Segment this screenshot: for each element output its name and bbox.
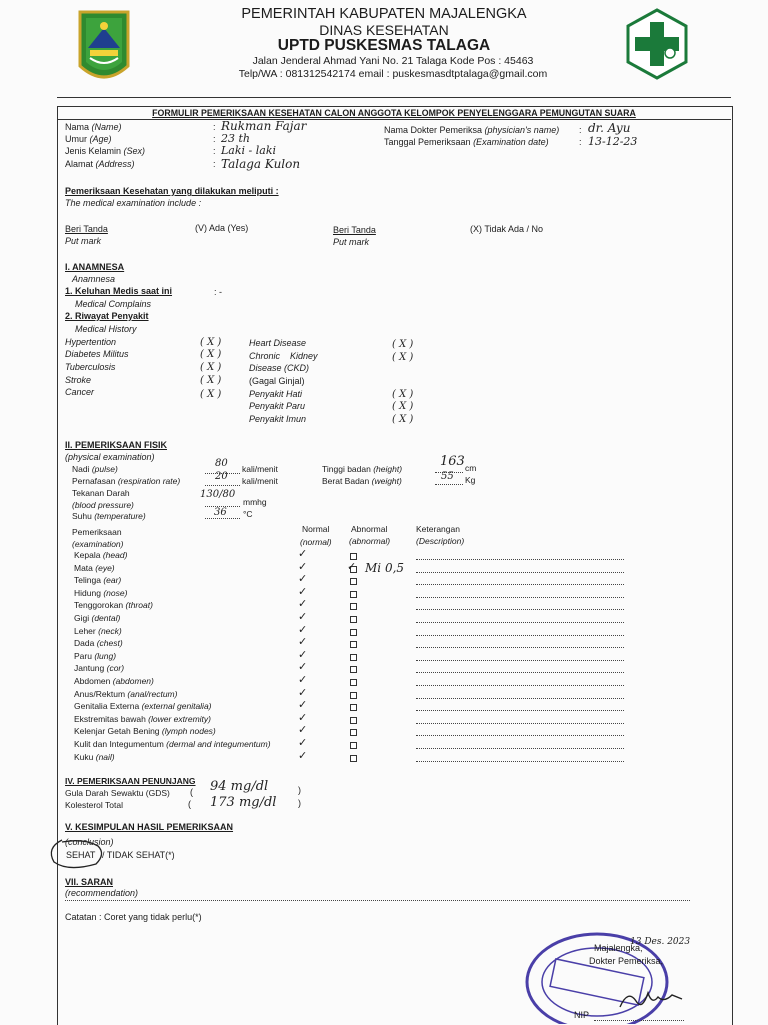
kesimpulan-subtitle: (conclusion) xyxy=(65,837,114,847)
exam-row-label-en: (ear) xyxy=(103,575,122,586)
exam-row-label xyxy=(74,575,121,585)
normal-check-icon: ✓ xyxy=(298,559,308,573)
nadi-text: Nadi xyxy=(72,464,92,474)
tb-text: Tinggi badan xyxy=(322,464,374,474)
age-label xyxy=(65,134,112,144)
sex-label xyxy=(65,146,145,156)
abnormal-checkbox[interactable] xyxy=(350,679,357,686)
age-label-en: (Age) xyxy=(89,134,112,144)
normal-check-icon: ✓ xyxy=(298,685,308,699)
mark-cancer: ( X ) xyxy=(200,389,222,400)
description-line xyxy=(416,660,624,661)
mark-kidney: ( X ) xyxy=(392,352,414,363)
suhu-label xyxy=(72,511,146,521)
abnormal-checkbox[interactable] xyxy=(350,692,357,699)
mark-tuberculosis: ( X ) xyxy=(200,362,222,373)
description-line xyxy=(416,710,624,711)
exam-row-label-text: Leher xyxy=(74,625,99,636)
riwayat-en: Medical History xyxy=(75,324,137,334)
abnormal-checkbox[interactable] xyxy=(350,591,357,598)
abnormal-checkbox[interactable] xyxy=(350,654,357,661)
riwayat-label: 2. Riwayat Penyakit xyxy=(65,311,149,321)
col-desc-en: (Description) xyxy=(416,536,465,546)
bb-en: (weight) xyxy=(371,476,402,486)
exam-row-label-text: Kulit dan Integumentum xyxy=(74,739,167,749)
header-line2: DINAS KESEHATAN xyxy=(319,22,449,38)
exam-row-label-text: Kuku xyxy=(74,751,96,762)
anamnesa-title: I. ANAMNESA xyxy=(65,262,125,272)
exam-row-label-text: Jantung xyxy=(74,663,107,674)
normal-check-icon: ✓ xyxy=(298,748,308,762)
exam-row-label-text: Ekstremitas bawah xyxy=(74,713,149,724)
tb-unit: cm xyxy=(465,463,477,473)
abnormal-checkbox[interactable] xyxy=(350,666,357,673)
saran-line xyxy=(65,900,690,901)
bb-value: 55 xyxy=(441,471,454,482)
sex-colon: : xyxy=(213,146,216,156)
name-label xyxy=(65,122,122,132)
keluhan-value: : - xyxy=(214,287,222,297)
doctor-label-en: (physician's name) xyxy=(484,125,560,135)
doctor-colon: : xyxy=(579,125,582,135)
abnormal-checkbox[interactable] xyxy=(350,729,357,736)
exam-row-label-en: (dental) xyxy=(91,613,121,623)
date-colon: : xyxy=(579,137,582,147)
normal-check-icon: ✓ xyxy=(298,647,308,661)
exam-row-label-text: Mata xyxy=(74,562,96,573)
history-tuberculosis: Tuberculosis xyxy=(65,362,116,372)
mark2-label: Beri Tanda xyxy=(333,225,376,235)
exam-row-label xyxy=(74,588,127,598)
header-line5: Telp/WA : 081312542174 email : puskesmasdtptalaga@gmail.com xyxy=(238,68,548,80)
intro-subtitle: The medical examination include : xyxy=(65,198,202,208)
exam-row-label-en: (nose) xyxy=(103,587,128,598)
mark-paru: ( X ) xyxy=(392,401,414,412)
exam-row-label-en: (head) xyxy=(102,550,128,560)
keluhan-label: 1. Keluhan Medis saat ini xyxy=(65,286,173,296)
bb-label xyxy=(322,476,402,486)
kol-close: ) xyxy=(298,798,301,808)
name-colon: : xyxy=(213,122,216,132)
td-label: Tekanan Darah xyxy=(72,488,130,498)
normal-check-icon: ✓ xyxy=(298,597,308,611)
tb-en: (height) xyxy=(373,464,403,474)
mark1-en: Put mark xyxy=(65,236,102,246)
date-label xyxy=(384,137,549,147)
intro-title: Pemeriksaan Kesehatan yang dilakukan meliputi : xyxy=(65,186,279,196)
header-line3: UPTD PUSKESMAS TALAGA xyxy=(277,37,491,54)
title-divider xyxy=(57,119,731,120)
history-chronic-kidney: Chronic Kidney xyxy=(249,351,318,361)
mark-diabetes: ( X ) xyxy=(200,349,222,360)
col-abnormal: Abnormal xyxy=(351,524,388,534)
mark1-label: Beri Tanda xyxy=(65,224,108,234)
mark-imun: ( X ) xyxy=(392,414,414,425)
exam-row-label xyxy=(74,752,115,762)
exam-row-label xyxy=(74,701,212,711)
exam-row-label-en: (cor) xyxy=(106,663,125,674)
normal-check-icon: ✓ xyxy=(298,547,308,560)
description-line xyxy=(416,597,624,598)
age-value: 23 th xyxy=(221,132,250,145)
napas-label xyxy=(72,476,180,486)
exam-row-label xyxy=(74,638,123,648)
abnormal-checkbox[interactable] xyxy=(350,578,357,585)
sign-nip: NIP xyxy=(574,1010,590,1020)
date-label-en: (Examination date) xyxy=(473,137,549,147)
header-line1: PEMERINTAH KABUPATEN MAJALENGKA xyxy=(241,6,527,22)
nadi-unit: kali/menit xyxy=(242,464,278,474)
fisik-subtitle: (physical examination) xyxy=(65,452,155,462)
bb-line xyxy=(435,484,463,485)
exam-row-label xyxy=(74,689,177,699)
col-normal: Normal xyxy=(302,524,330,534)
mark-heart: ( X ) xyxy=(392,339,414,350)
normal-check-icon: ✓ xyxy=(298,673,308,686)
mark2-en: Put mark xyxy=(333,237,370,247)
exam-row-label-en: (dermal and integumentum) xyxy=(166,739,271,749)
mark-stroke: ( X ) xyxy=(200,375,222,386)
exam-row-label xyxy=(74,726,216,736)
exam-row-label xyxy=(74,651,116,661)
abnormal-checkbox[interactable] xyxy=(350,717,357,724)
name-label-en: (Name) xyxy=(91,122,122,132)
mark-hati: ( X ) xyxy=(392,389,414,400)
history-hypertention: Hypertention xyxy=(65,337,117,347)
napas-line xyxy=(205,485,240,486)
normal-check-icon: ✓ xyxy=(298,698,308,712)
napas-text: Pernafasan xyxy=(72,476,118,486)
gds-value: 94 mg/dl xyxy=(210,779,269,794)
normal-check-icon: ✓ xyxy=(298,723,308,737)
exam-row-label-text: Tenggorokan xyxy=(74,600,126,611)
nadi-label xyxy=(72,464,118,474)
saran-subtitle: (recommendation) xyxy=(65,888,139,898)
description-line xyxy=(416,698,624,699)
kol-open: ( xyxy=(188,799,191,809)
description-line xyxy=(416,748,624,749)
normal-check-icon: ✓ xyxy=(298,736,308,749)
abnormal-checkbox[interactable] xyxy=(350,616,357,623)
tb-label xyxy=(322,464,402,474)
normal-check-icon: ✓ xyxy=(298,584,308,598)
normal-check-icon: ✓ xyxy=(298,610,308,623)
abnormal-checkbox[interactable] xyxy=(350,603,357,610)
exam-row-label-en: (chest) xyxy=(96,638,123,649)
abnormal-checkbox[interactable] xyxy=(350,629,357,636)
exam-row-label-en: (lymph nodes) xyxy=(161,726,216,737)
suhu-text: Suhu xyxy=(72,511,95,521)
address-label xyxy=(65,159,135,169)
address-label-text: Alamat xyxy=(65,159,96,169)
date-value: 13-12-23 xyxy=(588,135,638,148)
history-imun: Penyakit Imun xyxy=(249,414,307,424)
napas-en: (respiration rate) xyxy=(117,476,181,486)
address-colon: : xyxy=(213,159,216,169)
description-line xyxy=(416,685,624,686)
description-line xyxy=(416,735,624,736)
nadi-en: (pulse) xyxy=(91,464,118,474)
exam-row-label-text: Telinga xyxy=(74,575,104,586)
history-ckd: Disease (CKD) xyxy=(249,363,310,373)
kol-value: 173 mg/dl xyxy=(210,795,277,810)
exam-row-label-text: Anus/Rektum xyxy=(74,688,128,699)
tb-value: 163 xyxy=(440,454,465,469)
gds-label: Gula Darah Sewaktu (GDS) xyxy=(65,788,170,798)
history-stroke: Stroke xyxy=(65,375,92,385)
exam-row-label-text: Dada xyxy=(74,638,97,649)
td-en: (blood pressure) xyxy=(72,500,134,510)
normal-check-icon: ✓ xyxy=(298,572,308,586)
td-value: 130/80 xyxy=(200,489,236,500)
exam-row-label xyxy=(74,563,115,573)
exam-row-label-en: (throat) xyxy=(125,600,153,611)
gds-close: ) xyxy=(298,785,301,795)
exam-row-label xyxy=(74,550,127,560)
history-gagal-ginjal: (Gagal Ginjal) xyxy=(249,376,305,386)
exam-row-label-text: Kepala xyxy=(74,550,103,560)
history-diabetes: Diabetes Militus xyxy=(65,349,129,359)
normal-check-icon: ✓ xyxy=(298,710,308,724)
doctor-label-text: Nama Dokter Pemeriksa xyxy=(384,125,485,135)
bb-unit: Kg xyxy=(465,475,476,485)
exam-row-label xyxy=(74,613,120,623)
sex-value: Laki - laki xyxy=(221,144,277,157)
exam-row-label xyxy=(74,663,124,673)
exam-row-label-en: (external genitalia) xyxy=(141,701,212,712)
exam-row-label xyxy=(74,626,122,636)
health-cross-icon xyxy=(626,8,688,80)
history-hati: Penyakit Hati xyxy=(249,389,303,399)
saran-title: VII. SARAN xyxy=(65,877,114,887)
exam-row-label-en: (lower extremity) xyxy=(148,713,211,724)
fisik-title: II. PEMERIKSAAN FISIK xyxy=(65,440,168,450)
exam-row-label-en: (anal/rectum) xyxy=(127,688,178,699)
header-line4: Jalan Jenderal Ahmad Yani No. 21 Talaga Kode Pos : 45463 xyxy=(252,55,534,67)
napas-value: 20 xyxy=(215,471,228,482)
abnormal-check-icon: ✓ xyxy=(347,559,357,573)
description-line xyxy=(416,559,624,560)
normal-check-icon: ✓ xyxy=(298,622,308,636)
catatan: Catatan : Coret yang tidak perlu(*) xyxy=(65,912,202,922)
col-desc: Keterangan xyxy=(416,524,460,534)
description-line xyxy=(416,572,624,573)
mark-hypertention: ( X ) xyxy=(200,337,222,348)
gds-open: ( xyxy=(190,787,193,797)
date-label-text: Tanggal Pemeriksaan xyxy=(384,137,474,147)
exam-row-label-en: (abdomen) xyxy=(112,676,154,686)
td-unit: mmhg xyxy=(243,497,267,507)
exam-row-label-en: (lung) xyxy=(94,650,117,661)
header-divider xyxy=(57,97,731,98)
nadi-value: 80 xyxy=(215,458,228,469)
name-label-text: Nama xyxy=(65,122,92,132)
anamnesa-subtitle: Anamnesa xyxy=(72,274,116,284)
name-value: Rukman Fajar xyxy=(221,119,307,133)
description-line xyxy=(416,761,624,762)
keluhan-en: Medical Complains xyxy=(75,299,152,309)
exam-row-label xyxy=(74,676,154,686)
history-heart: Heart Disease xyxy=(249,338,307,348)
normal-check-icon: ✓ xyxy=(298,635,308,649)
abnormal-checkbox[interactable] xyxy=(350,641,357,648)
exam-row-label-text: Hidung xyxy=(74,587,104,598)
suhu-line xyxy=(205,518,240,519)
col-abnormal-en: (abnormal) xyxy=(349,536,391,546)
address-value: Talaga Kulon xyxy=(221,157,301,171)
description-line xyxy=(416,584,624,585)
exam-row-label-text: Paru xyxy=(74,650,95,661)
sign-place: Majalengka, xyxy=(594,943,643,953)
exam-row-label xyxy=(74,714,211,724)
mark2-value: (X) Tidak Ada / No xyxy=(470,224,544,234)
sex-label-text: Jenis Kelamin xyxy=(65,146,124,156)
col-exam-en: (examination) xyxy=(72,539,124,549)
abnormal-checkbox[interactable] xyxy=(350,742,357,749)
exam-row-label xyxy=(74,739,271,749)
suhu-value: 36 xyxy=(214,507,227,518)
penunjang-title: IV. PEMERIKSAAN PENUNJANG xyxy=(65,776,196,786)
form-title: FORMULIR PEMERIKSAAN KESEHATAN CALON ANGGOTA KELOMPOK PENYELENGGARA PEMUNGUTAN SUARA xyxy=(152,108,636,118)
sehat-option: SEHAT xyxy=(66,850,96,860)
health-logo xyxy=(626,8,688,80)
exam-row-label-text: Abdomen xyxy=(74,676,113,686)
description-line xyxy=(416,672,624,673)
exam-row-label xyxy=(74,600,153,610)
history-cancer: Cancer xyxy=(65,387,95,397)
description-line xyxy=(416,609,624,610)
abnormal-checkbox[interactable] xyxy=(350,755,357,762)
doctor-value: dr. Ayu xyxy=(588,121,631,135)
suhu-en: (temperature) xyxy=(94,511,146,521)
description-line xyxy=(416,635,624,636)
mark1-value: (V) Ada (Yes) xyxy=(195,223,249,233)
suhu-unit: °C xyxy=(243,509,253,519)
doctor-signature-icon xyxy=(616,985,686,1015)
abnormal-checkbox[interactable] xyxy=(350,704,357,711)
kol-label: Kolesterol Total xyxy=(65,800,123,810)
age-colon: : xyxy=(213,134,216,144)
address-label-en: (Address) xyxy=(95,159,135,169)
history-paru: Penyakit Paru xyxy=(249,401,306,411)
description-line xyxy=(416,622,624,623)
description-line xyxy=(416,723,624,724)
nip-line xyxy=(594,1020,684,1021)
sex-label-en: (Sex) xyxy=(123,146,146,156)
exam-row-label-text: Gigi xyxy=(74,613,92,623)
age-label-text: Umur xyxy=(65,134,90,144)
tidak-sehat-option: / TIDAK SEHAT(*) xyxy=(102,850,175,860)
col-exam: Pemeriksaan xyxy=(72,527,122,537)
exam-row-label-en: (eye) xyxy=(95,562,115,573)
exam-row-label-text: Genitalia Externa xyxy=(74,701,142,712)
sign-doctor: Dokter Pemeriksa, xyxy=(589,956,664,966)
description-line xyxy=(416,647,624,648)
sehat-circle-icon xyxy=(44,834,114,874)
exam-row-label-en: (nail) xyxy=(95,751,115,762)
napas-unit: kali/menit xyxy=(242,476,278,486)
kesimpulan-title: V. KESIMPULAN HASIL PEMERIKSAAN xyxy=(65,822,234,832)
col-normal-en: (normal) xyxy=(300,537,332,547)
mata-note: Mi 0,5 xyxy=(365,561,405,575)
bb-text: Berat Badan xyxy=(322,476,372,486)
normal-check-icon: ✓ xyxy=(298,660,308,674)
exam-row-label-en: (neck) xyxy=(98,625,122,636)
sign-date: 13 Des. 2023 xyxy=(630,937,691,947)
exam-row-label-text: Kelenjar Getah Bening xyxy=(74,726,162,737)
doctor-label xyxy=(384,125,559,135)
